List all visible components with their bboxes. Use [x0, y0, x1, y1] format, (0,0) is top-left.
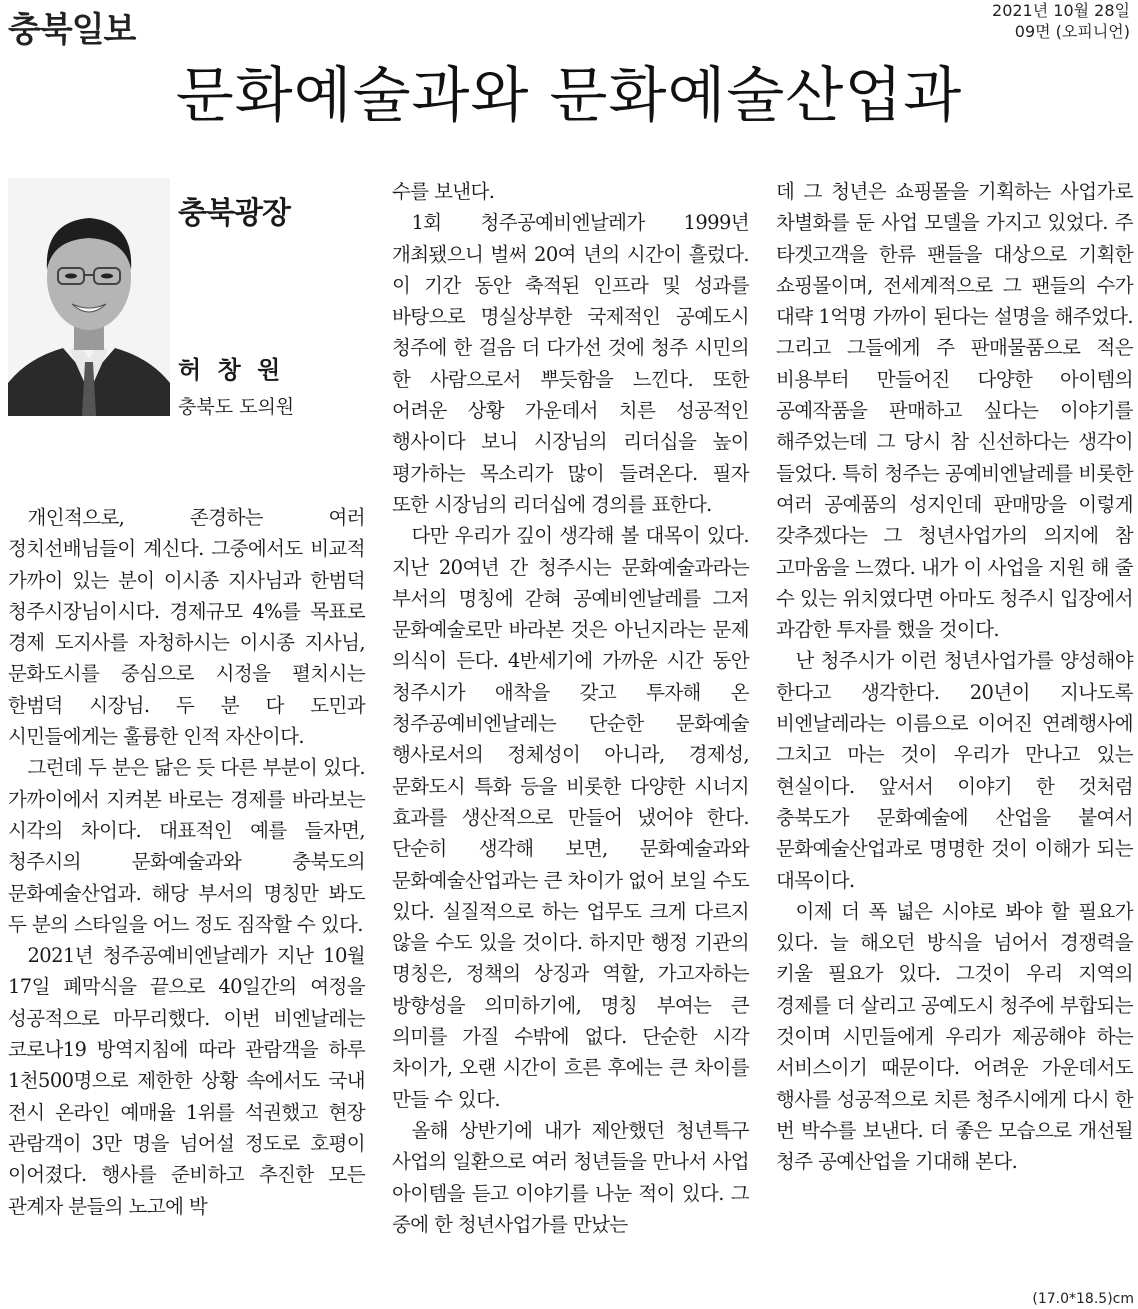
article-size-note: (17.0*18.5)cm	[1032, 1291, 1134, 1307]
article-headline: 문화예술과와 문화예술산업과	[175, 61, 963, 131]
author-portrait-image	[8, 178, 170, 416]
author-photo	[8, 178, 170, 416]
paragraph: 개인적으로, 존경하는 여러 정치선배님들이 계신다. 그중에서도 비교적 가까이 있는 분이 이시종 지사님과 한범덕 청주시장님이시다. 경제규모 4%를 목표로 경제 도지사를 자청하시는 이시종 지사님, 문화도시를 중심으로 시정을 펼치시는 한범덕 시장님. 두 분 다 도민과 시민들에게는 훌륭한 인적 자산이다.	[8, 506, 365, 749]
paragraph: 올해 상반기에 내가 제안했던 청년특구 사업의 일환으로 여러 청년들을 만나서 사업 아이템을 듣고 이야기를 나눈 적이 있다. 그 중에 한 청년사업가를 만났는	[392, 1118, 749, 1236]
newspaper-name: 충북일보	[8, 10, 136, 50]
paragraph: 1회 청주공예비엔날레가 1999년 개최됐으니 벌써 20여 년의 시간이 흘렀다. 이 기간 동안 축적된 인프라 및 성과를 바탕으로 명실상부한 국제적인 공예도시 청주에 한 걸음 더 다가선 것에 청주 시민의 한 사람으로서 뿌듯함을 느낀다. 또한 어려운 상황 가운데서 치른 성공적인 행사이다 보니 시장님의 리더십을 높이 평가하는 목소리가 많이 들려온다. 필자 또한 시장님의 리더십에 경의를 표한다.	[392, 211, 749, 516]
article-column-2	[392, 176, 749, 1240]
paragraph-continued: 수를 보낸다.	[392, 180, 495, 203]
paragraph: 이제 더 폭 넓은 시야로 봐야 할 필요가 있다. 늘 해오던 방식을 넘어서 경쟁력을 키울 필요가 있다. 그것이 우리 지역의 경제를 더 살리고 공예도시 청주에 부합되는 것이며 시민들에게 우리가 제공해야 하는 서비스이기 때문이다. 어려운 가운데서도 행사를 성공적으로 치른 청주시에게 다시 한 번 박수를 보낸다. 더 좋은 모습으로 개선될 청주 공예산업을 기대해 본다.	[776, 899, 1133, 1174]
author-name: 허 창 원	[178, 356, 285, 384]
paragraph: 그런데 두 분은 닮은 듯 다른 부분이 있다. 가까이에서 지켜본 바로는 경제를 바라보는 시각의 차이다. 대표적인 예를 들자면, 청주시의 문화예술과와 충북도의 문화예술산업과. 해당 부서의 명칭만 봐도 두 분의 스타일을 어느 정도 짐작할 수 있다.	[8, 756, 365, 936]
issue-meta	[992, 0, 1130, 42]
paragraph-continued: 데 그 청년은 쇼핑몰을 기획하는 사업가로 차별화를 둔 사업 모델을 가지고 있었다. 주 타겟고객을 한류 팬들을 대상으로 기획한 쇼핑몰이며, 전세계적으로 그 팬들의 수가 대략 1억명 가까이 된다는 설명을 해주었다. 그리고 그들에게 주 판매물품으로 적은 비용부터 만들어진 다양한 아이템의 공예작품을 판매하고 싶다는 이야기를 해주었는데 그 당시 참 신선하다는 생각이 들었다. 특히 청주는 공예비엔날레를 비롯한 여러 공예품의 성지인데 판매망을 이렇게 갖추겠다는 그 청년사업가의 의지에 참 고마움을 느꼈다. 내가 이 사업을 지원 해 줄 수 있는 위치였다면 아마도 청주시 입장에서 과감한 투자를 했을 것이다.	[776, 180, 1133, 642]
article-column-1	[8, 502, 365, 1222]
paragraph: 2021년 청주공예비엔날레가 지난 10월 17일 폐막식을 끝으로 40일간의 여정을 성공적으로 마무리했다. 이번 비엔날레는 코로나19 방역지침에 따라 관람객을 하루 1천500명으로 제한한 상황 속에서도 국내 전시 온라인 예매율 1위를 석권했고 현장 관람객이 3만 명을 넘어설 정도로 호평이 이어졌다. 행사를 준비하고 추진한 모든 관계자 분들의 노고에 박	[8, 944, 365, 1218]
author-title: 충북도 도의원	[178, 396, 295, 418]
issue-page-section: 09면 (오피니언)	[1014, 22, 1130, 41]
article-column-3	[776, 176, 1133, 1178]
paragraph: 난 청주시가 이런 청년사업가를 양성해야 한다고 생각한다. 20년이 지나도록 비엔날레라는 이름으로 이어진 연례행사에 그치고 마는 것이 우리가 만나고 있는 현실이다. 앞서서 이야기 한 것처럼 충북도가 문화예술에 산업을 붙여서 문화예술산업과로 명명한 것이 이해가 되는 대목이다.	[776, 649, 1133, 892]
paragraph: 다만 우리가 깊이 생각해 볼 대목이 있다. 지난 20여년 간 청주시는 문화예술과라는 부서의 명칭에 갇혀 공예비엔날레를 그저 문화예술로만 바라본 것은 아닌지라는 문제 의식이 든다. 4반세기에 가까운 시간 동안 청주시가 애착을 갖고 투자해 온 청주공예비엔날레는 단순한 문화예술 행사로서의 정체성이 아니라, 경제성, 문화도시 특화 등을 비롯한 다양한 시너지 효과를 생산적으로 만들어 냈어야 한다. 단순히 생각해 보면, 문화예술과와 문화예술산업과는 큰 차이가 없어 보일 수도 있다. 실질적으로 하는 업무도 크게 다르지 않을 수도 있을 것이다. 하지만 행정 기관의 명칭은, 정책의 상징과 역할, 가고자하는 방향성을 의미하기에, 명칭 부여는 큰 의미를 가질 수밖에 없다. 단순한 시각 차이가, 오랜 시간이 흐른 후에는 큰 차이를 만들 수 있다.	[392, 524, 749, 1111]
issue-date: 2021년 10월 28일	[992, 1, 1130, 20]
column-name: 충북광장	[178, 196, 290, 231]
